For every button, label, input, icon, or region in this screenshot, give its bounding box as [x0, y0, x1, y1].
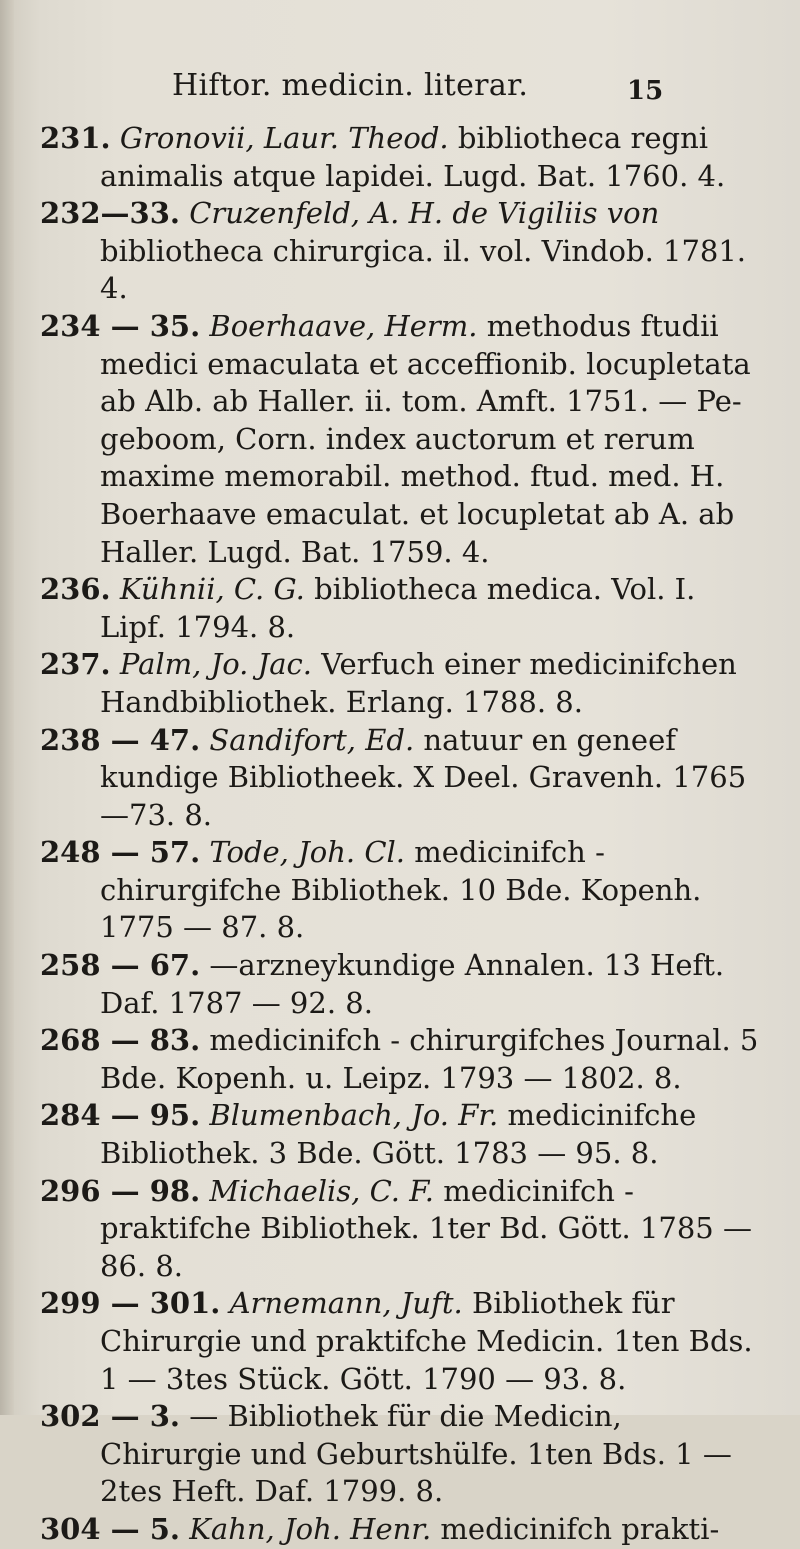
- bibliography-entry: [40, 1398, 760, 1511]
- bibliography-entry: [40, 1173, 760, 1286]
- entry-text: bibliotheca chirurgica. il. vol. Vindob. 1781. 4.: [100, 233, 747, 306]
- entry-text: medicinifch prakti-: [440, 1511, 720, 1546]
- entry-number: 304 — 5.: [40, 1511, 181, 1546]
- bibliography-entry: [40, 722, 760, 835]
- bibliography-entry: [40, 646, 760, 721]
- entry-number: 231.: [40, 121, 111, 155]
- bibliography-entry: [40, 1511, 760, 1549]
- bibliography-entry: [40, 571, 760, 646]
- entry-text: natuur en geneef kundige Bibliotheek. X Deel. Gravenh. 1765—73. 8.: [100, 722, 747, 832]
- entry-author: Kahn, Joh. Henr.: [189, 1511, 432, 1546]
- entry-number: 238 — 47.: [40, 722, 201, 757]
- entry-text: medicinifch - chirurgifches Journal. 5 Bde. Kopenh. u. Leipz. 1793 — 1802. 8.: [100, 1023, 759, 1095]
- bibliography-entry: [40, 1285, 760, 1398]
- bibliography-entry: [40, 834, 760, 947]
- bibliography-entry: [40, 308, 760, 571]
- entry-text: methodus ftudii medici emaculata et acceffionib. locupletata ab Alb. ab Haller. ii. tom. Amft. 1751. — Pe-geboom, Corn. index auctorum et rerum maxime memorabil. method. ftud. med. H. Boerhaave emaculat. et locupletat ab A. ab Haller. Lugd. Bat. 1759. 4.: [100, 308, 751, 569]
- entry-author: Arnemann, Juft.: [229, 1286, 463, 1321]
- entry-author: Gronovii, Laur. Theod.: [119, 121, 449, 155]
- entry-text: —arzneykundige Annalen. 13 Heft. Daf. 1787 — 92. 8.: [100, 948, 725, 1020]
- entry-text: bibliotheca regni animalis atque lapidei. Lugd. Bat. 1760. 4.: [100, 121, 726, 193]
- entry-text: medicinifch - chirurgifche Bibliothek. 10 Bde. Kopenh. 1775 — 87. 8.: [100, 835, 702, 945]
- entry-text: bibliotheca medica. Vol. I. Lipf. 1794. 8.: [100, 572, 696, 644]
- entry-number: 296 — 98.: [40, 1173, 201, 1208]
- entry-number: 236.: [40, 572, 111, 607]
- bibliography-entry: [40, 120, 760, 195]
- page-edge-shadow: [0, 0, 14, 1415]
- entry-text: Bibliothek für Chirurgie und praktifche Medicin. 1ten Bds. 1 — 3tes Stück. Gött. 1790 — 93. 8.: [100, 1286, 753, 1396]
- entry-author: Boerhaave, Herm.: [209, 308, 478, 343]
- entry-number: 248 — 57.: [40, 835, 201, 870]
- running-header: Hiftor. medicin. literar.: [172, 68, 529, 103]
- entry-author: Blumenbach, Jo. Fr.: [209, 1098, 499, 1133]
- entry-number: 232—33.: [40, 196, 180, 231]
- entry-text: — Bibliothek für die Medicin, Chirurgie und Geburtshülfe. 1ten Bds. 1 — 2tes Heft. Daf. 1799. 8.: [100, 1399, 732, 1509]
- entry-number: 284 — 95.: [40, 1098, 201, 1133]
- bibliography-list: [40, 120, 760, 1549]
- entry-number: 258 — 67.: [40, 948, 201, 983]
- entry-number: 268 — 83.: [40, 1023, 201, 1058]
- page-number: 15: [627, 76, 664, 106]
- bibliography-entry: [40, 195, 760, 308]
- entry-text: Verfuch einer medicinifchen Handbibliothek. Erlang. 1788. 8.: [100, 647, 737, 719]
- entry-number: 302 — 3.: [40, 1399, 181, 1434]
- entry-author: Sandifort, Ed.: [209, 722, 415, 757]
- bibliography-entry: [40, 1097, 760, 1172]
- entry-number: 237.: [40, 647, 111, 682]
- entry-author: Michaelis, C. F.: [209, 1173, 435, 1208]
- entry-author: Palm, Jo. Jac.: [119, 647, 312, 682]
- entry-number: 299 — 301.: [40, 1286, 221, 1321]
- entry-number: 234 — 35.: [40, 308, 201, 343]
- entry-text: medicinifch - praktifche Bibliothek. 1ter Bd. Gött. 1785 — 86. 8.: [100, 1173, 752, 1283]
- bibliography-entry: [40, 947, 760, 1022]
- bibliography-entry: [40, 1022, 760, 1097]
- entry-text: medicinifche Bibliothek. 3 Bde. Gött. 1783 — 95. 8.: [100, 1098, 697, 1171]
- entry-author: Tode, Joh. Cl.: [209, 835, 406, 870]
- entry-author: Cruzenfeld, A. H. de Vigiliis von: [189, 196, 660, 231]
- entry-author: Kühnii, C. G.: [119, 572, 305, 607]
